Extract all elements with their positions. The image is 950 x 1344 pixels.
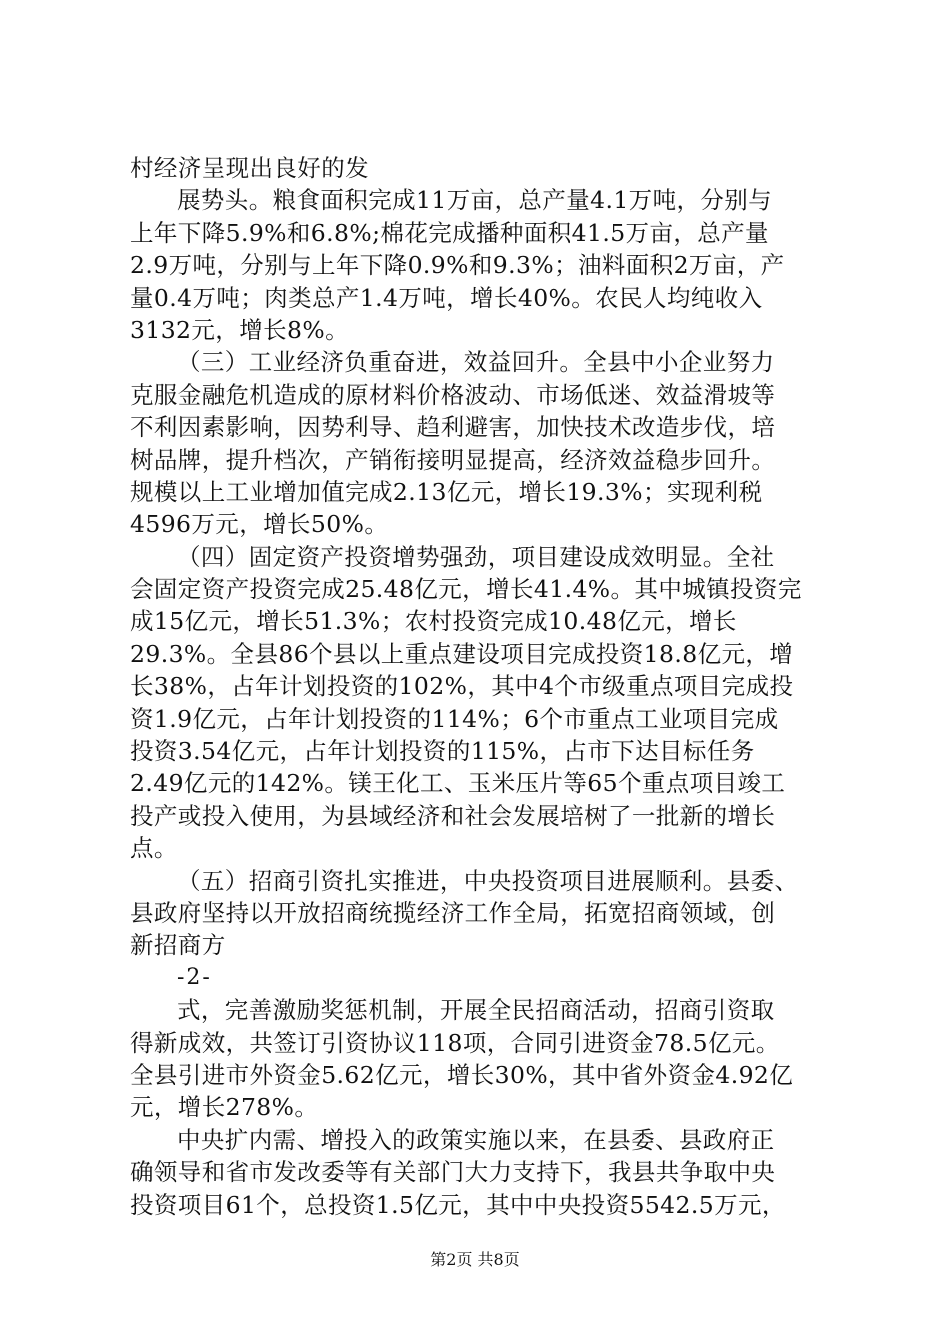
text-line: 29.3%。全县86个县以上重点建设项目完成投资18.8亿元，增	[130, 639, 794, 668]
text-line: 投资3.54亿元，占年计划投资的115%，占市下达目标任务	[130, 737, 755, 766]
text-line: 确领导和省市发改委等有关部门大力支持下，我县共争取中央	[130, 1158, 776, 1187]
text-line: （四）固定资产投资增势强劲，项目建设成效明显。全社	[177, 542, 775, 571]
text-line: 2.9万吨，分别与上年下降0.9%和9.3%；油料面积2万亩，产	[130, 251, 785, 280]
text-line: 得新成效，共签订引资协议118项，合同引进资金78.5亿元。	[130, 1028, 780, 1057]
text-line: 树品牌，提升档次，产销衔接明显提高，经济效益稳步回升。	[130, 445, 776, 474]
text-line: 展势头。粮食面积完成11万亩，总产量4.1万吨，分别与	[177, 186, 773, 215]
text-line: 全县引进市外资金5.62亿元，增长30%，其中省外资金4.92亿	[130, 1060, 794, 1089]
text-line: 新招商方	[130, 931, 226, 960]
text-line: 村经济呈现出良好的发	[130, 154, 369, 182]
page-number-label: 第2页 共8页	[430, 1250, 520, 1269]
text-line: 成15亿元，增长51.3%；农村投资完成10.48亿元，增长	[130, 607, 737, 636]
text-line: 元，增长278%。	[130, 1093, 319, 1122]
text-line: 会固定资产投资完成25.48亿元，增长41.4%。其中城镇投资完	[130, 575, 802, 604]
text-line: 投资项目61个，总投资1.5亿元，其中中央投资5542.5万元，	[130, 1190, 786, 1219]
text-line: 3132元，增长8%。	[130, 315, 349, 344]
text-line: 量0.4万吨；肉类总产1.4万吨，增长40%。农民人均纯收入	[130, 283, 763, 312]
text-line: 投产或投入使用，为县域经济和社会发展培树了一批新的增长	[130, 801, 776, 830]
text-line: 4596万元，增长50%。	[130, 510, 389, 539]
page-footer	[0, 1247, 950, 1270]
text-line: 中央扩内需、增投入的政策实施以来，在县委、县政府正	[177, 1125, 775, 1154]
text-line: 上年下降5.9%和6.8%;棉花完成播种面积41.5万亩，总产量	[130, 218, 769, 247]
text-line: 长38%，占年计划投资的102%，其中4个市级重点项目完成投	[130, 672, 794, 701]
text-line: 克服金融危机造成的原材料价格波动、市场低迷、效益滑坡等	[130, 380, 776, 409]
text-line: 县政府坚持以开放招商统揽经济工作全局，拓宽招商领域，创	[130, 898, 776, 927]
page-marker: -2-	[177, 964, 212, 990]
document-body	[130, 152, 830, 1221]
text-line: （五）招商引资扎实推进，中央投资项目进展顺利。县委、	[177, 866, 799, 895]
text-line: 资1.9亿元，占年计划投资的114%；6个市重点工业项目完成	[130, 704, 779, 733]
text-line: （三）工业经济负重奋进，效益回升。全县中小企业努力	[177, 348, 775, 377]
text-line: 规模以上工业增加值完成2.13亿元，增长19.3%；实现利税	[130, 477, 763, 506]
text-line: 点。	[130, 834, 178, 863]
text-line: 2.49亿元的142%。镁王化工、玉米压片等65个重点项目竣工	[130, 769, 786, 798]
text-line: 式，完善激励奖惩机制，开展全民招商活动，招商引资取	[177, 996, 775, 1025]
text-line: 不利因素影响，因势利导、趋利避害，加快技术改造步伐，培	[130, 413, 776, 442]
